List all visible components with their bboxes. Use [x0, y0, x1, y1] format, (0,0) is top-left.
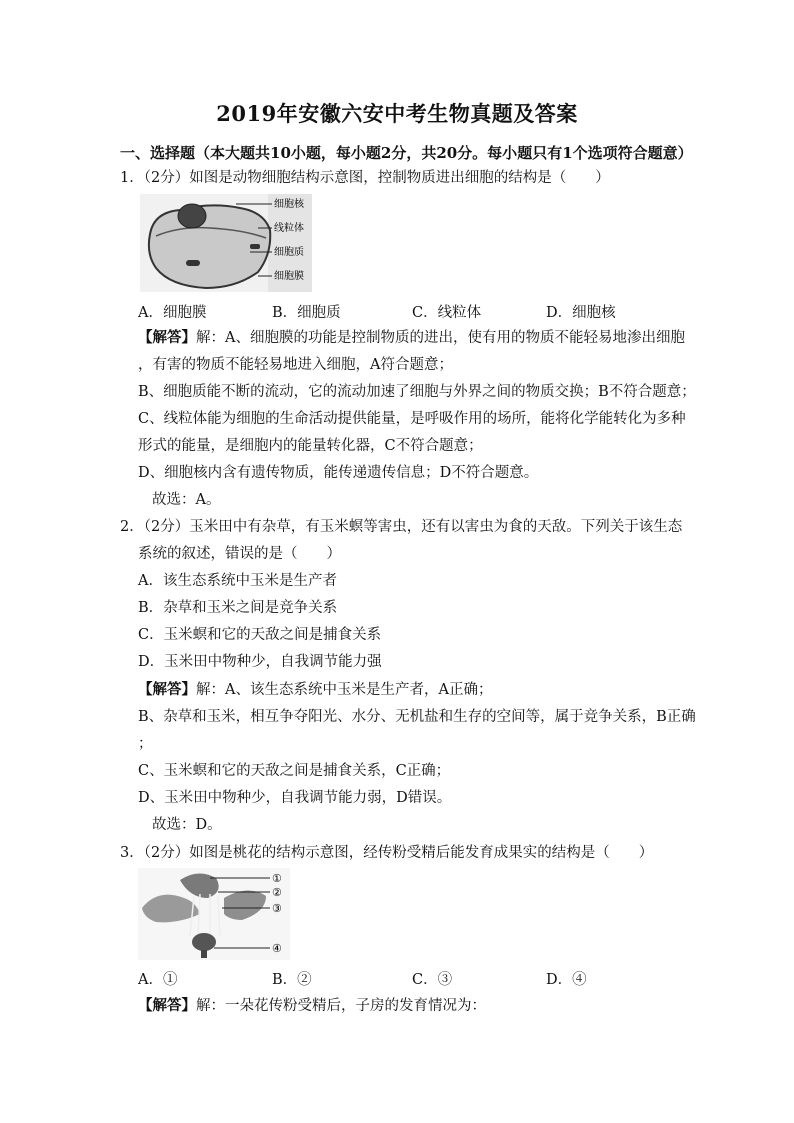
q2-answer-tag: 【解答】 — [138, 681, 196, 698]
peach-flower-figure — [138, 868, 290, 960]
q2-option-b: B．杂草和玉米之间是竞争关系 — [138, 600, 338, 616]
mitochondria-shape — [186, 260, 200, 266]
q2-answer-choice: 故选：D。 — [152, 817, 222, 833]
q2-option-d: D．玉米田中物种少，自我调节能力强 — [138, 654, 382, 670]
fig3-label-1: ① — [272, 872, 282, 885]
q1-option-d: D．细胞核 — [546, 305, 616, 321]
q1-option-b: B．细胞质 — [272, 305, 341, 321]
q2-stem-line-1: 2．（2分）玉米田中有杂草，有玉米螟等害虫，还有以害虫为食的天敌。下列关于该生态 — [120, 519, 683, 535]
q3-answer-tag: 【解答】 — [138, 997, 196, 1014]
q2-answer-line-4: C、玉米螟和它的天敌之间是捕食关系，C正确； — [138, 763, 451, 779]
q1-answer-line-4: C、线粒体能为细胞的生命活动提供能量，是呼吸作用的场所，能将化学能转化为多种 — [138, 411, 686, 427]
ovary-shape — [192, 933, 216, 951]
q1-answer-line-3: B、细胞质能不断的流动，它的流动加速了细胞与外界之间的物质交换；B不符合题意； — [138, 384, 696, 400]
q1-stem: 1．（2分）如图是动物细胞结构示意图，控制物质进出细胞的结构是（ ） — [120, 170, 610, 186]
q1-answer-tag: 【解答】 — [138, 329, 196, 346]
section-heading: 一、选择题（本大题共10小题，每小题2分，共20分。每小题只有1个选项符合题意） — [120, 144, 693, 162]
q1-option-c: C．线粒体 — [412, 305, 482, 321]
q2-answer-line-1: 【解答】解：A、该生态系统中玉米是生产者，A正确； — [138, 681, 493, 698]
q2-option-a: A．该生态系统中玉米是生产者 — [138, 573, 337, 589]
fig1-label-mitochondria: 线粒体 — [274, 223, 304, 234]
q3-stem: 3．（2分）如图是桃花的结构示意图，经传粉受精后能发育成果实的结构是（ ） — [120, 845, 654, 861]
q1-option-a: A．细胞膜 — [138, 305, 207, 321]
q2-stem-line-2: 系统的叙述，错误的是（ ） — [138, 546, 341, 562]
q3-option-c: C．③ — [412, 972, 453, 988]
animal-cell-figure — [140, 194, 312, 292]
fig1-label-nucleus: 细胞核 — [274, 199, 304, 210]
fig3-label-3: ③ — [272, 902, 282, 915]
page-title: 2019年安徽六安中考生物真题及答案 — [216, 101, 578, 126]
q1-answer-line-6: D、细胞核内含有遗传物质，能传递遗传信息；D不符合题意。 — [138, 465, 539, 481]
q2-answer-line-5: D、玉米田中物种少，自我调节能力弱，D错误。 — [138, 790, 452, 806]
nucleus-shape — [178, 204, 206, 228]
q1-answer-line-5: 形式的能量，是细胞内的能量转化器，C不符合题意； — [138, 438, 483, 454]
q2-answer-line-2: B、杂草和玉米，相互争夺阳光、水分、无机盐和生存的空间等，属于竞争关系，B正确 — [138, 709, 696, 725]
fig3-label-4: ④ — [272, 942, 282, 955]
fig1-label-cytoplasm: 细胞质 — [274, 247, 304, 258]
q1-answer-line-1: 【解答】解：A、细胞膜的功能是控制物质的进出，使有用的物质不能轻易地渗出细胞 — [138, 329, 685, 346]
fig3-label-2: ② — [272, 886, 282, 899]
q2-option-c: C．玉米螟和它的天敌之间是捕食关系 — [138, 627, 382, 643]
q1-answer-line-2: ，有害的物质不能轻易地进入细胞，A符合题意； — [138, 357, 453, 373]
q2-answer-line-3: ； — [138, 736, 153, 752]
q3-option-a: A．① — [138, 972, 178, 988]
q3-answer-line-1: 【解答】解：一朵花传粉受精后，子房的发育情况为： — [138, 997, 486, 1014]
q3-option-b: B．② — [272, 972, 312, 988]
q1-answer-choice: 故选：A。 — [152, 492, 221, 508]
q3-option-d: D．④ — [546, 972, 587, 988]
fig1-label-membrane: 细胞膜 — [274, 271, 304, 282]
